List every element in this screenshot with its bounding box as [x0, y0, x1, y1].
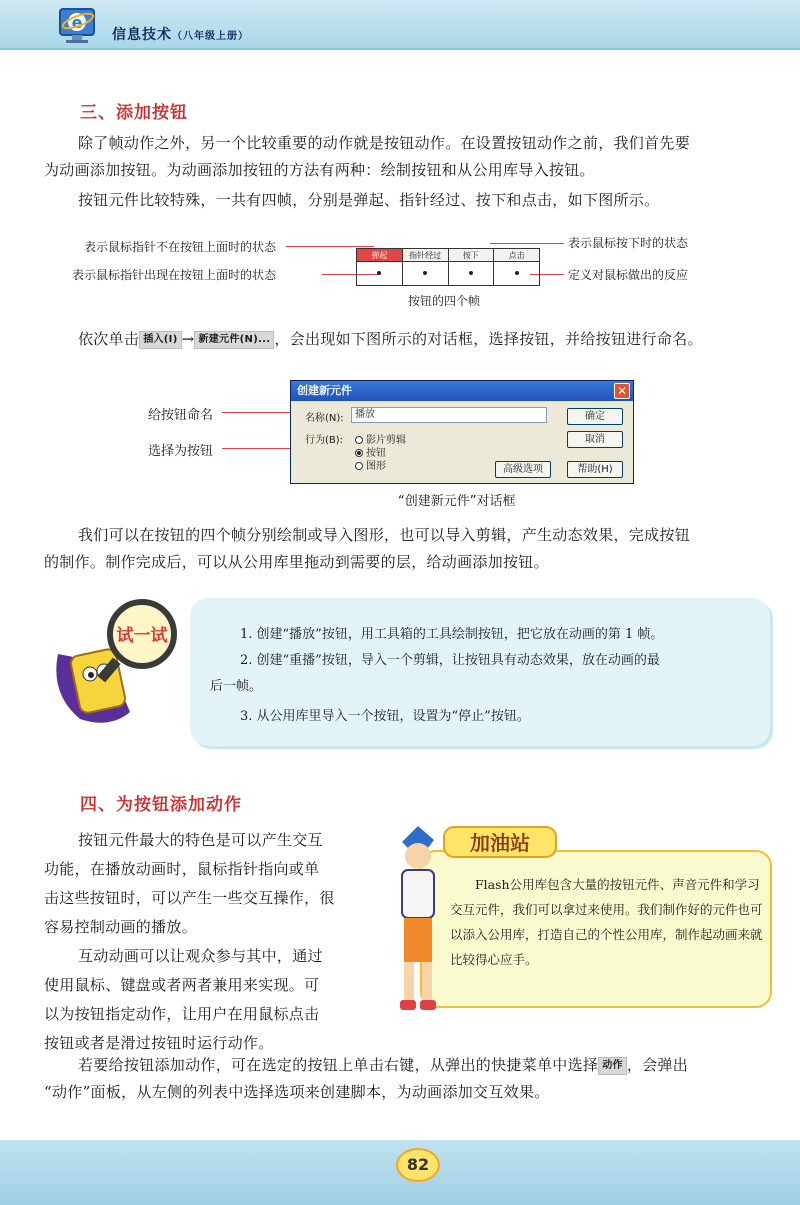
- keyframe-dot-icon: [377, 271, 381, 275]
- frames-caption: 按钮的四个帧: [408, 294, 481, 308]
- section-4-paragraph-3: [78, 1052, 788, 1079]
- tip-badge: [440, 823, 560, 861]
- keyframe-cell: [403, 262, 449, 286]
- leader-line: [490, 243, 564, 244]
- label-hit-state: 定义对鼠标做出的反应: [568, 268, 689, 282]
- boy-mascot-icon: [388, 822, 448, 1022]
- behavior-label: 行为(B):: [305, 435, 344, 446]
- name-label: 名称(N):: [305, 413, 344, 424]
- help-button[interactable]: 帮助(H): [567, 461, 623, 478]
- label-over-state: 表示鼠标指针出现在按钮上面时的状态: [72, 268, 277, 282]
- paragraph-line: 击这些按钮时，可以产生一些交互操作，很: [44, 889, 335, 907]
- frames-keyframe-row: [357, 262, 539, 286]
- menu-instruction: [78, 326, 788, 353]
- keyframe-cell: [494, 262, 539, 286]
- keyframe-cell: [357, 262, 403, 286]
- close-icon[interactable]: ✕: [614, 383, 630, 399]
- arrow-icon: →: [181, 330, 195, 348]
- radio-label: 图形: [366, 461, 386, 472]
- page-number: 82: [396, 1148, 440, 1182]
- paragraph-line: 功能，在播放动画时，鼠标指针指向或单: [44, 860, 320, 878]
- section-3-paragraph-2: 按钮元件比较特殊，一共有四帧，分别是弹起、指针经过、按下和点击，如下图所示。: [78, 191, 660, 209]
- dialog-caption: “创建新元件”对话框: [398, 494, 516, 509]
- ok-button[interactable]: 确定: [567, 408, 623, 425]
- keyframe-dot-icon: [423, 271, 427, 275]
- ie-logo-icon: [58, 6, 102, 46]
- radio-icon: [355, 436, 363, 444]
- page-header: [0, 0, 800, 50]
- keyframe-cell: [449, 262, 495, 286]
- frame-hit-header: 点击: [494, 249, 539, 261]
- frame-up-header: 弹起: [357, 249, 403, 261]
- paragraph-line: 按钮元件最大的特色是可以产生交互: [78, 831, 323, 849]
- create-symbol-dialog: [290, 380, 634, 484]
- magnifier-mascot-icon: [40, 594, 190, 734]
- radio-label: 按钮: [366, 448, 386, 459]
- paragraph-line: 除了帧动作之外，另一个比较重要的动作就是按钮动作。在设置按钮动作之前，我们首先要: [78, 134, 691, 152]
- paragraph-line: 互动动画可以让观众参与其中，通过: [78, 947, 323, 965]
- radio-label: 影片剪辑: [366, 435, 406, 446]
- keyframe-dot-icon: [515, 271, 519, 275]
- dialog-titlebar: [291, 381, 633, 401]
- paragraph-text: 若要给按钮添加动作，可在选定的按钮上单击右键，从弹出的快捷菜单中选择: [78, 1056, 599, 1074]
- callout-select: 选择为按钮: [148, 444, 214, 459]
- callout-name: 给按钮命名: [148, 408, 214, 423]
- paragraph-line: 以为按钮指定动作，让用户在用鼠标点击: [44, 1005, 320, 1023]
- book-title: [112, 24, 249, 44]
- radio-graphic[interactable]: [355, 457, 386, 472]
- try-item-3: 3. 从公用库里导入一个按钮，设置为“停止”按钮。: [240, 709, 530, 724]
- button-frames-table: [356, 248, 540, 286]
- section-3-paragraph-1: [78, 130, 778, 157]
- book-subtitle: （八年级上册）: [172, 31, 249, 42]
- new-symbol-menu-chip: 新建元件(N)...: [194, 331, 274, 349]
- svg-text:e: e: [71, 13, 83, 32]
- try-item-2: 2. 创建“重播”按钮，导入一个剪辑，让按钮具有动态效果，放在动画的最: [240, 653, 660, 668]
- tip-text: Flash公用库包含大量的按钮元件、声音元件和学习交互元件，我们可以拿过来使用。我们制作好的元件也可以添入公用库，打造自己的个性公用库，制作起动画来就比较得心应手。: [450, 877, 763, 967]
- try-item-2-cont: 后一帧。: [210, 679, 263, 694]
- keyframe-dot-icon: [469, 271, 473, 275]
- section-3-paragraph-1-cont: 为动画添加按钮。为动画添加按钮的方法有两种：绘制按钮和从公用库导入按钮。: [44, 161, 595, 179]
- dialog-title: 创建新元件: [297, 384, 352, 397]
- action-menu-chip: 动作: [598, 1057, 627, 1075]
- paragraph-after-dialog: 我们可以在按钮的四个帧分别绘制或导入图形，也可以导入剪辑，产生动态效果，完成按钮: [78, 526, 691, 544]
- section-4-paragraph-2: [44, 942, 384, 1058]
- section-3-title: 三、添加按钮: [80, 103, 188, 123]
- frame-down-header: 按下: [449, 249, 495, 261]
- radio-selected-icon: [355, 449, 363, 457]
- cancel-button[interactable]: 取消: [567, 431, 623, 448]
- menu-prefix: 依次单击: [78, 330, 140, 348]
- frames-header-row: [357, 249, 539, 262]
- leader-line: [286, 246, 374, 247]
- book-title-text: 信息技术: [112, 27, 172, 43]
- menu-suffix: ，会出现如下图所示的对话框，选择按钮，并给按钮进行命名。: [274, 330, 703, 348]
- try-item-1: 1. 创建“播放”按钮，用工具箱的工具绘制按钮，把它放在动画的第 1 帧。: [240, 627, 664, 642]
- paragraph-line: 容易控制动画的播放。: [44, 918, 198, 936]
- try-it-badge: 试一试: [116, 626, 168, 646]
- paragraph-after-dialog-cont: 的制作。制作完成后，可以从公用库里拖动到需要的层，给动画添加按钮。: [44, 553, 549, 571]
- label-down-state: 表示鼠标按下时的状态: [568, 236, 689, 250]
- section-4-paragraph-1: [44, 826, 384, 942]
- label-up-state: 表示鼠标指针不在按钮上面时的状态: [84, 240, 277, 254]
- paragraph-line: 按钮或者是滑过按钮时运行动作。: [44, 1034, 274, 1052]
- name-input[interactable]: 播放: [351, 407, 547, 423]
- insert-menu-chip: 插入(I): [139, 331, 181, 349]
- section-4-paragraph-3-cont: “动作”面板，从左侧的列表中选择选项来创建脚本，为动画添加交互效果。: [44, 1083, 550, 1101]
- section-4-title: 四、为按钮添加动作: [80, 795, 242, 815]
- advanced-button[interactable]: 高级选项: [495, 461, 551, 478]
- paragraph-text: ，会弹出: [626, 1056, 689, 1074]
- svg-text:加油站: 加油站: [470, 831, 530, 855]
- radio-icon: [355, 462, 363, 470]
- frame-over-header: 指针经过: [403, 249, 449, 261]
- paragraph-line: 使用鼠标、键盘或者两者兼用来实现。可: [44, 976, 320, 994]
